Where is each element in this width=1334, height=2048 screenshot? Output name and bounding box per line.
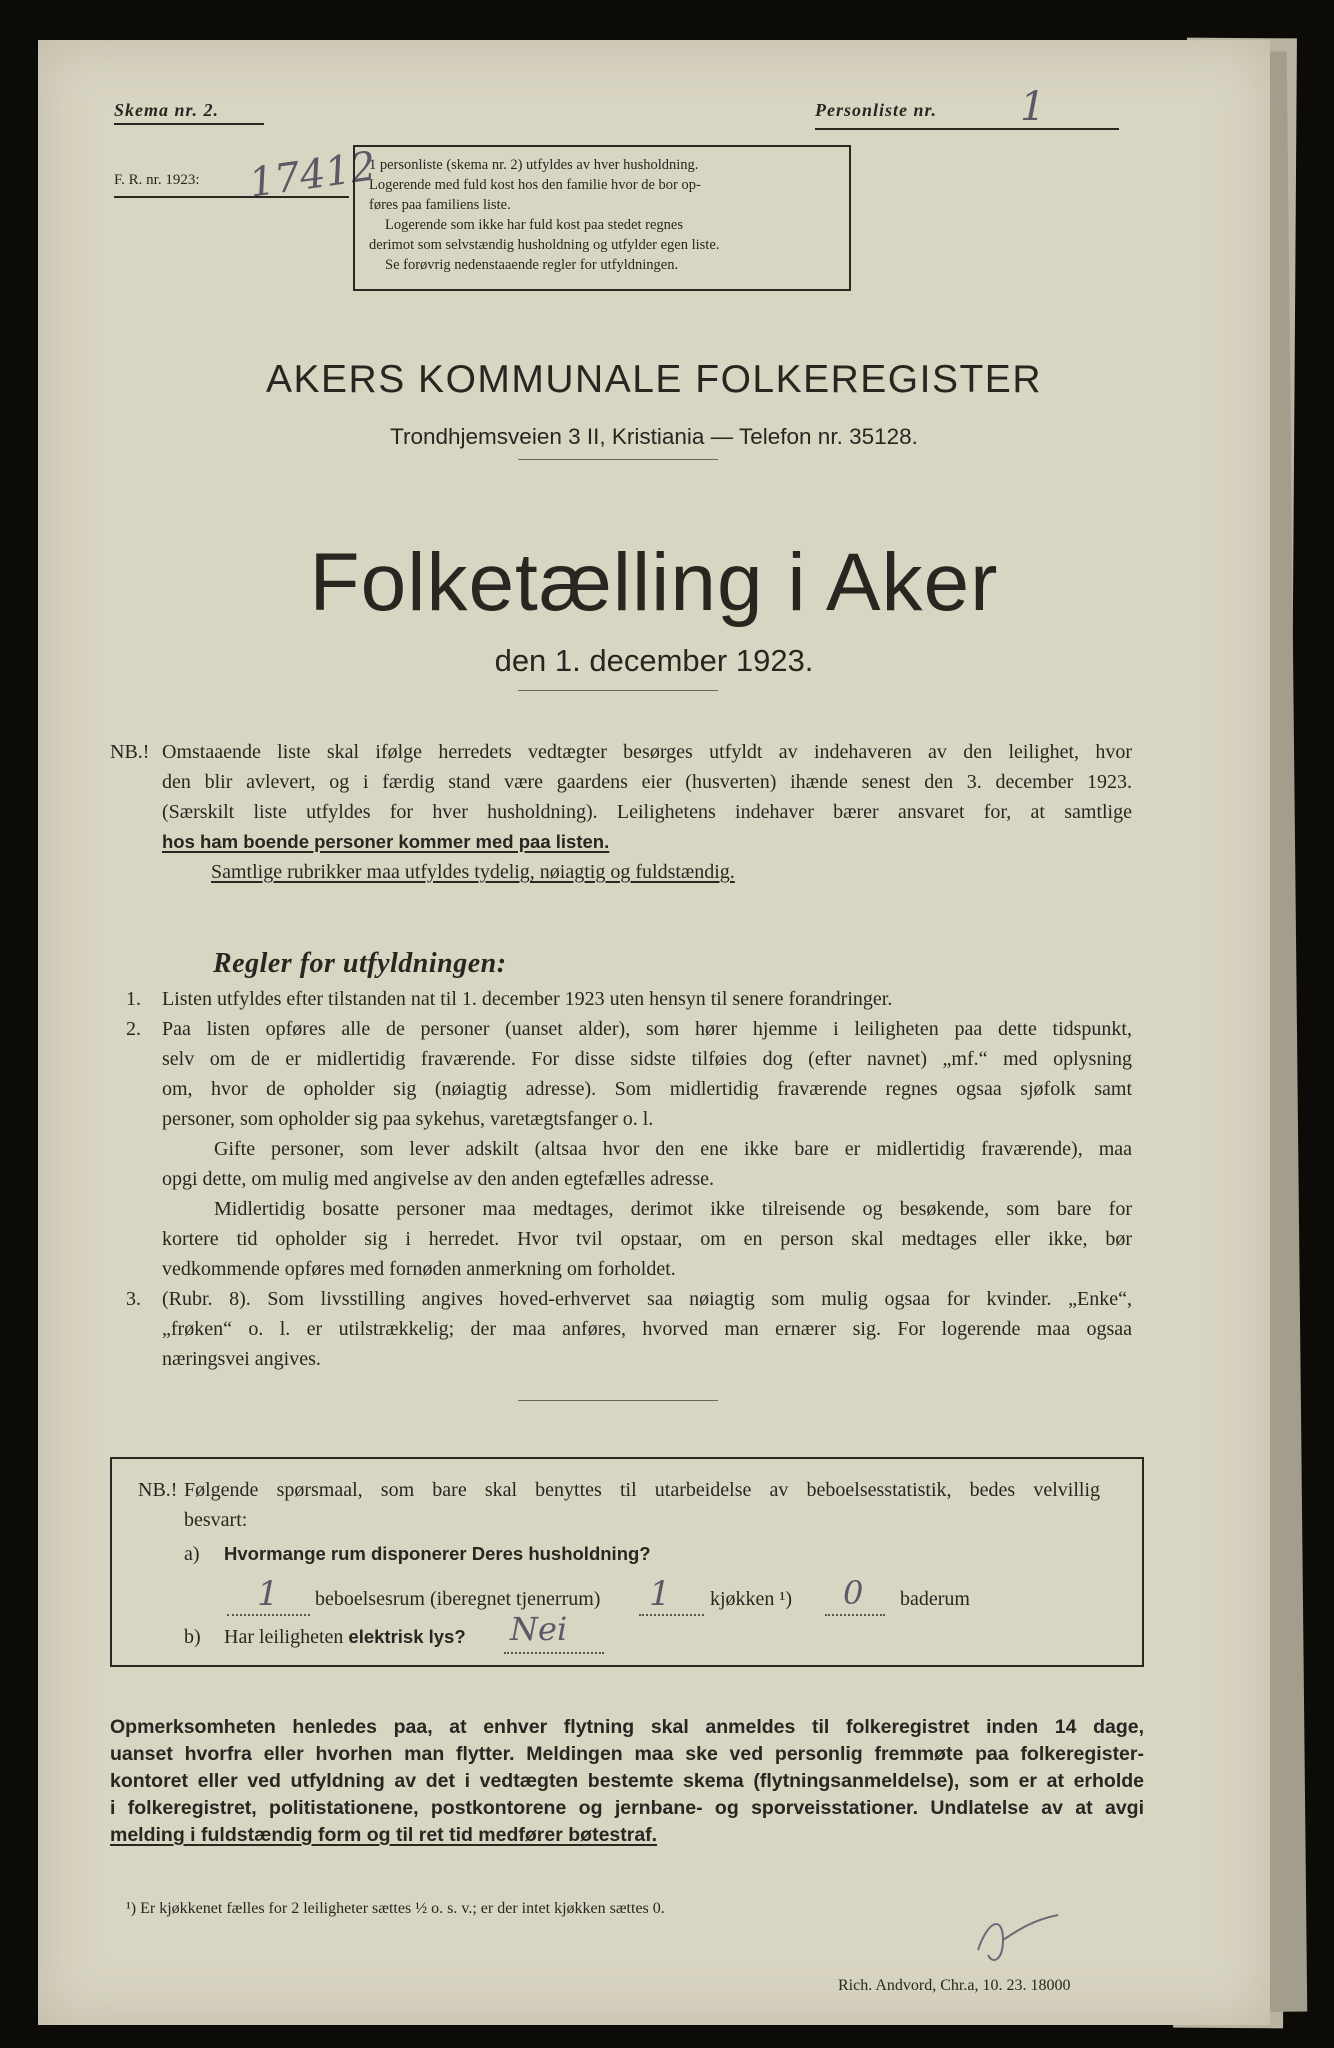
footer-notice-line: kontoret eller ved utfyldning av det i vedtægten bestemte skema (flytningsanmeldelse), som er at erholde xyxy=(110,1770,1144,1792)
personliste-label: Personliste nr. xyxy=(815,100,938,120)
rule-line: kortere tid opholder sig i herredet. Hvor tvil opstaar, om en person skal medtages eller ikke, bør xyxy=(162,1228,1132,1250)
fr-handwritten-number: 17412 xyxy=(246,143,379,207)
nb1-line-emphasis: Samtlige rubrikker maa utfyldes tydelig, nøiagtig og fuldstændig. xyxy=(211,861,735,883)
kitchen-field[interactable] xyxy=(639,1574,704,1616)
printer-imprint: Rich. Andvord, Chr.a, 10. 23. 18000 xyxy=(838,1977,1071,1994)
footnote: ¹) Er kjøkkenet fælles for 2 leiligheter sættes ½ o. s. v.; er der intet kjøkken sættes 0. xyxy=(126,1900,665,1917)
rooms-field[interactable] xyxy=(227,1574,310,1616)
question-a-label: a) xyxy=(184,1543,200,1565)
kitchen-label: kjøkken ¹) xyxy=(710,1588,793,1610)
rule-line: vedkommende opføres med fornøden anmerkning om forholdet. xyxy=(162,1258,676,1280)
question-a-text: Hvormange rum disponerer Deres husholdning? xyxy=(224,1543,651,1564)
notice-line: derimot som selvstændig husholdning og utfylder egen liste. xyxy=(369,237,720,253)
rule-number: 1. xyxy=(126,988,141,1010)
question-b-emphasis: elektrisk lys? xyxy=(348,1626,466,1647)
nb1-label: NB.! xyxy=(110,741,150,763)
nb1-line: Omstaaende liste skal ifølge herredets vedtægter besørges utfyldt av indehaveren av den leilighet, hvor xyxy=(162,741,1132,763)
question-b-prefix: Har leiligheten xyxy=(224,1626,349,1648)
nb2-label: NB.! xyxy=(138,1479,178,1501)
census-date: den 1. december 1923. xyxy=(494,643,814,678)
nb1-line-emphasis: hos ham boende personer kommer med paa listen. xyxy=(162,831,610,852)
electric-light-field[interactable] xyxy=(504,1610,604,1654)
electric-light-handwritten-answer: Nei xyxy=(510,1610,568,1648)
instruction-notice-box xyxy=(353,145,851,291)
institution-name: AKERS KOMMUNALE FOLKEREGISTER xyxy=(266,358,1042,401)
nb2-intro: besvart: xyxy=(184,1509,248,1531)
personliste-row xyxy=(815,84,1119,130)
document-title: Folketælling i Aker xyxy=(309,537,999,628)
divider-3 xyxy=(518,1400,718,1401)
bath-field[interactable] xyxy=(825,1574,885,1616)
rule-line: selv om de er midlertidig fraværende. For disse sidste tilføies dog (efter navnet) „mf.“ med oplysning xyxy=(162,1048,1132,1070)
notice-line: Se forøvrig nedenstaaende regler for utfyldningen. xyxy=(385,257,679,273)
bath-handwritten-value: 0 xyxy=(843,1574,864,1612)
question-b-text xyxy=(224,1622,466,1652)
bath-label: baderum xyxy=(900,1588,970,1610)
housing-questions-box xyxy=(110,1457,1144,1667)
nb1-line: den blir avlevert, og i færdig stand være gaardens eier (husverten) ihænde senest den 3. december 1923. xyxy=(162,771,1132,793)
rule-line: Listen utfyldes efter tilstanden nat til 1. december 1923 uten hensyn til senere forandringer. xyxy=(162,988,893,1010)
rule-line: Midlertidig bosatte personer maa medtages, derimot ikke tilreisende og besøkende, som bare for xyxy=(214,1198,1132,1220)
footer-notice-line: melding i fuldstændig form og til ret tid medfører bøtestraf. xyxy=(110,1824,658,1846)
handwritten-mark-icon xyxy=(973,1910,1063,1970)
footer-notice-line: Opmerksomheten henledes paa, at enhver flytning skal anmeldes til folkeregistret inden 14 dage, xyxy=(110,1716,1144,1738)
rule-line: personer, som opholder sig paa sykehus, varetægtsfanger o. l. xyxy=(162,1108,654,1130)
notice-line: Logerende med fuld kost hos den familie hvor de bor op- xyxy=(369,177,701,193)
rooms-label: beboelsesrum (iberegnet tjenerrum) xyxy=(315,1588,601,1610)
institution-address: Trondhjemsveien 3 II, Kristiania — Telefon nr. 35128. xyxy=(390,424,918,449)
notice-line: føres paa familiens liste. xyxy=(369,197,511,213)
kitchen-handwritten-value: 1 xyxy=(649,1574,671,1614)
rule-line: Paa listen opføres alle de personer (uanset alder), som hører hjemme i leiligheten paa dette tidspunkt, xyxy=(162,1018,1132,1040)
personliste-handwritten-number: 1 xyxy=(1020,84,1046,130)
divider-1 xyxy=(518,459,718,460)
rule-line: om, hvor de opholder sig (nøiagtig adresse). Som midlertidig fraværende regnes ogsaa sjøfolk samt xyxy=(162,1078,1132,1100)
nb1-line: (Særskilt liste utfyldes for hver husholdning). Leilighetens indehaver bærer ansvaret for, at samtlige xyxy=(162,801,1132,823)
notice-line: Logerende som ikke har fuld kost paa stedet regnes xyxy=(385,217,683,233)
rule-number: 3. xyxy=(126,1288,141,1310)
rules-heading: Regler for utfyldningen: xyxy=(213,948,507,979)
rooms-handwritten-value: 1 xyxy=(257,1574,279,1614)
nb2-intro: Følgende spørsmaal, som bare skal benyttes til utarbeidelse av beboelsesstatistik, bedes velvillig xyxy=(184,1479,1100,1501)
rule-line: opgi dette, om mulig med angivelse av den anden egtefælles adresse. xyxy=(162,1168,715,1190)
footer-notice-line: i folkeregistret, politistationene, postkontorene og jernbane- og sporveisstationer. Undlatelse av at avgi xyxy=(110,1797,1144,1819)
schema-label: Skema nr. 2. xyxy=(114,100,264,125)
notice-line: 1 personliste (skema nr. 2) utfyldes av hver husholdning. xyxy=(369,157,699,173)
rule-number: 2. xyxy=(126,1018,141,1040)
rule-line: næringsvei angives. xyxy=(162,1348,321,1370)
footer-notice-line: uanset hvorfra eller hvorhen man flytter. Meldingen maa ske ved personlig fremmøte paa folkeregister- xyxy=(110,1743,1144,1765)
question-b-label: b) xyxy=(184,1626,201,1648)
rule-line: „frøken“ o. l. er utilstrækkelig; der maa anføres, hvorved man ernærer sig. For logerende maa ogsaa xyxy=(162,1318,1132,1340)
rule-line: (Rubr. 8). Som livsstilling angives hoved-erhvervet saa nøiagtig som mulig ogsaa for kvinder. „Enke“, xyxy=(162,1288,1132,1310)
fr-number-row xyxy=(114,143,379,207)
fr-label: F. R. nr. 1923: xyxy=(114,172,200,188)
rule-line: Gifte personer, som lever adskilt (altsaa hvor den ene ikke bare er midlertidig fraværende), maa xyxy=(214,1138,1132,1160)
census-form-page xyxy=(38,40,1270,2025)
divider-2 xyxy=(518,690,718,691)
